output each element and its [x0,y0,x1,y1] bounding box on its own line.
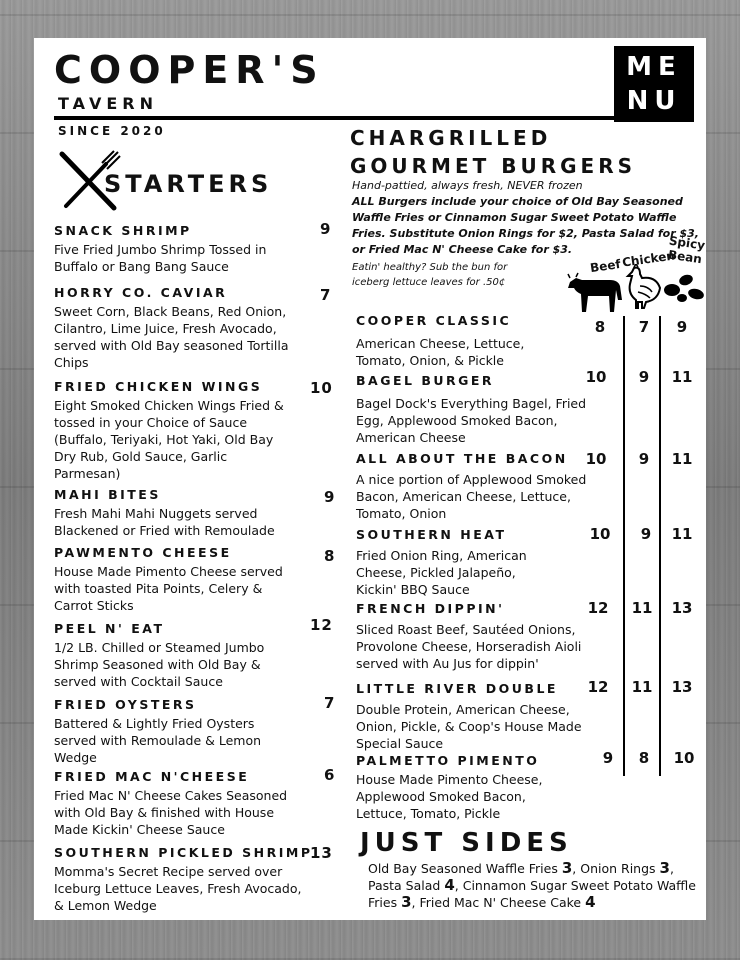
starter-desc: Eight Smoked Chicken Wings Fried & tossed in your Choice of Sauce (Buffalo, Teriyaki, Hot Yaki, Old Bay Dry Rub, Gold Sauce, Garlic Parmesan) [54,398,284,481]
burger-desc: Double Protein, American Cheese, Onion, Pickle, & Coop's House Made Special Sauce [356,702,582,751]
bean-icon [662,268,706,304]
menu-card [34,38,706,920]
starter-name: MAHI BITES [54,487,161,502]
burger-intro [352,178,712,258]
starter-desc: Fresh Mahi Mahi Nuggets served Blackened or Fried with Remoulade [54,506,275,538]
side-name: Pasta Salad [368,878,441,893]
bean-price: 9 [676,318,688,336]
chicken-icon [622,264,662,310]
starter-name: PAWMENTO CHEESE [54,545,232,560]
side-name: Onion Rings [580,861,656,876]
burger-item [356,312,566,369]
starter-price: 8 [324,547,336,565]
starter-desc: Fried Mac N' Cheese Cakes Seasoned with Old Bay & finished with House Made Kickin' Cheese Sauce [54,788,288,837]
side-price: 3 [561,859,573,877]
starter-desc: House Made Pimento Cheese served with toasted Pita Points, Celery & Carrot Sticks [54,564,283,613]
burger-name: FRENCH DIPPIN' [356,601,505,616]
burger-item [356,372,606,446]
burger-tagline: Hand-pattied, always fresh, NEVER frozen [352,179,583,192]
burger-desc: American Cheese, Lettuce, Tomato, Onion, & Pickle [356,336,525,368]
beef-price: 10 [585,450,607,468]
since-label: SINCE 2020 [58,124,166,138]
chicken-price: 11 [631,678,653,696]
starters-heading: STARTERS [104,170,273,198]
burger-desc: Fried Onion Ring, American Cheese, Pickled Jalapeño, Kickin' BBQ Sauce [356,548,527,597]
beef-price: 8 [594,318,606,336]
starter-price: 10 [310,379,333,397]
starter-item [54,284,294,371]
side-name: Cinnamon Sugar Sweet Potato Waffle Fries [368,878,696,910]
bean-price: 11 [671,525,693,543]
starter-desc: Five Fried Jumbo Shrimp Tossed in Buffalo or Bang Bang Sauce [54,242,267,274]
burger-desc: Sliced Roast Beef, Sautéed Onions, Provolone Cheese, Horseradish Aioli served with Au Jus for dippin' [356,622,582,671]
burger-item [356,450,596,522]
side-name: Old Bay Seasoned Waffle Fries [368,861,558,876]
burger-item [356,526,556,598]
burger-name: COOPER CLASSIC [356,313,512,328]
starter-item [54,222,294,275]
starter-desc: 1/2 LB. Chilled or Steamed Jumbo Shrimp Seasoned with Old Bay & served with Cocktail Sauce [54,640,265,689]
sides-list: Old Bay Seasoned Waffle Fries 3, Onion Rings 3, Pasta Salad 4, Cinnamon Sugar Sweet Potato Waffle Fries 3, Fried Mac N' Cheese Cake 4 [368,859,696,911]
starter-price: 7 [320,286,332,304]
chicken-price: 7 [638,318,650,336]
starter-name: HORRY CO. CAVIAR [54,285,228,300]
side-price: 3 [401,893,412,911]
beef-price: 10 [589,525,611,543]
starter-item [54,620,294,690]
starter-price: 6 [324,766,336,784]
menu-badge-line1: ME [626,52,682,82]
beef-price: 10 [585,368,607,386]
column-beef: Beef [589,256,622,276]
starter-item [54,486,304,539]
bean-price: 13 [671,678,693,696]
header-rule [54,116,614,120]
starter-price: 7 [324,694,336,712]
starter-item [54,696,294,766]
burger-desc: Bagel Dock's Everything Bagel, Fried Egg, Applewood Smoked Bacon, American Cheese [356,396,587,445]
burger-desc: House Made Pimento Cheese, Applewood Smoked Bacon, Lettuce, Tomato, Pickle [356,772,543,821]
starter-price: 13 [310,844,333,862]
burger-name: LITTLE RIVER DOUBLE [356,681,558,696]
side-name: Fried Mac N' Cheese Cake [419,895,582,910]
burgers-heading [350,124,636,180]
burger-includes: ALL Burgers include your choice of Old Bay Seasoned Waffle Fries or Cinnamon Sugar Sweet Potato Waffle Fries. Substitute Onion Rings for $2, Pasta Salad for $3, or Fried Mac N' Cheese Cake for $3. [352,195,699,256]
menu-badge [614,46,694,122]
starter-price: 9 [324,488,336,506]
starter-desc: Momma's Secret Recipe served over Iceburg Lettuce Leaves, Fresh Avocado, & Lemon Wedge [54,864,302,913]
chicken-price: 11 [631,599,653,617]
restaurant-name: COOPER'S [54,48,325,92]
starter-name: FRIED MAC N'CHEESE [54,769,250,784]
starter-item [54,844,314,914]
burger-name: BAGEL BURGER [356,373,495,388]
burger-item [356,752,576,822]
burgers-heading-line2: GOURMET BURGERS [350,154,636,178]
burger-name: PALMETTO PIMENTO [356,753,540,768]
starter-desc: Sweet Corn, Black Beans, Red Onion, Cilantro, Lime Juice, Fresh Avocado, served with Old Bay seasoned Tortilla Chips [54,304,289,370]
chicken-price: 9 [638,368,650,386]
side-price: 4 [585,893,596,911]
bean-price: 11 [671,450,693,468]
burger-item [356,600,606,672]
side-price: 3 [659,859,670,877]
bean-price: 11 [671,368,693,386]
column-spicy-bean: Spicy Bean [667,233,706,267]
starter-name: PEEL N' EAT [54,621,165,636]
burger-item [356,680,596,752]
restaurant-subtitle: TAVERN [58,94,158,113]
chicken-price: 9 [638,450,650,468]
side-price: 4 [444,876,455,894]
healthy-note: Eatin' healthy? Sub the bun for iceberg lettuce leaves for .50¢ [352,262,508,288]
starter-name: FRIED CHICKEN WINGS [54,379,263,394]
chicken-price: 9 [640,525,652,543]
starter-name: SOUTHERN PICKLED SHRIMP [54,845,313,860]
starter-item [54,544,294,614]
burger-name: SOUTHERN HEAT [356,527,507,542]
column-chicken: Chicken [621,248,676,270]
beef-price: 12 [587,599,609,617]
starter-name: FRIED OYSTERS [54,697,197,712]
sides-heading: JUST SIDES [360,828,573,858]
bean-price: 10 [673,749,695,767]
beef-price: 12 [587,678,609,696]
beef-price: 9 [602,749,614,767]
starter-price: 9 [320,220,332,238]
starter-item [54,768,304,838]
starter-price: 12 [310,616,333,634]
cow-icon [566,270,626,314]
burger-name: ALL ABOUT THE BACON [356,451,568,466]
chicken-price: 8 [638,749,650,767]
menu-badge-line2: NU [626,86,682,116]
starter-desc: Battered & Lightly Fried Oysters served with Remoulade & Lemon Wedge [54,716,262,765]
starter-name: SNACK SHRIMP [54,223,192,238]
burgers-heading-line1: CHARGRILLED [350,126,552,150]
burger-desc: A nice portion of Applewood Smoked Bacon, American Cheese, Lettuce, Tomato, Onion [356,472,587,521]
bean-price: 13 [671,599,693,617]
starter-item [54,378,294,482]
